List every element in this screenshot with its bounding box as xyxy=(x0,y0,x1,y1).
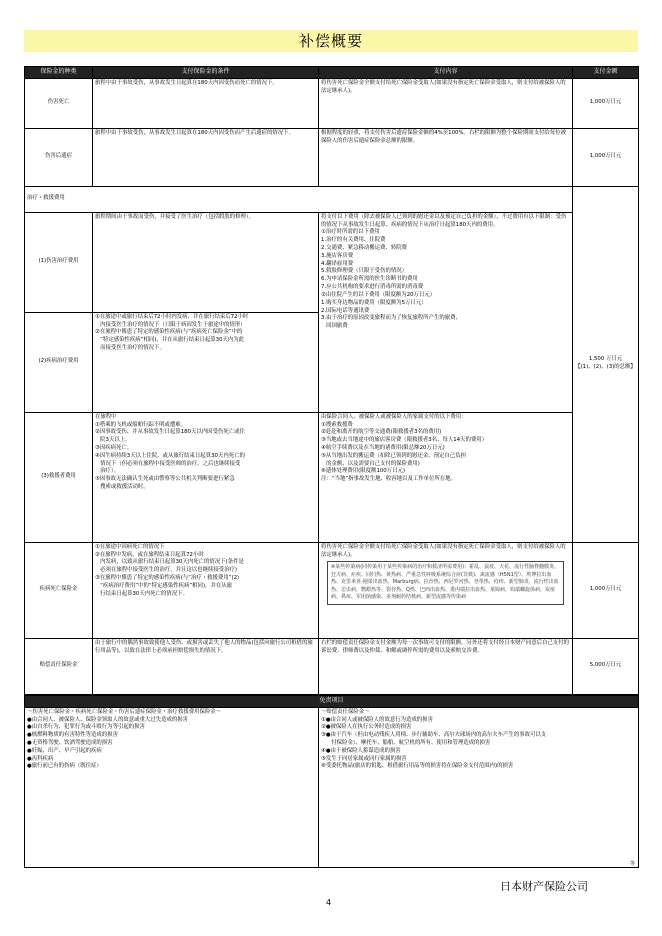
condition-cell xyxy=(93,78,319,128)
page-number: 4 xyxy=(326,898,332,907)
condition-cell xyxy=(93,312,319,412)
text-line: “疾病治疗费用”中的“特定感染性疾病”相同)，并在从旅 xyxy=(95,582,233,589)
text-line: ⑥遗体处理费用(限度额100万日元) xyxy=(321,468,406,475)
text-line: ●由合同人、被保险人、保险金领取人的故意或重大过失造成的损害 xyxy=(27,716,189,723)
text-line: ③因疾病死亡。 xyxy=(95,445,133,451)
text-line: 注：“当地”指事故发生地、收容地以及工作单位所在地。 xyxy=(321,476,456,483)
content-cell xyxy=(319,78,573,128)
text-line: ②因事故受伤、并从事故发生日起算180天以内因受伤死亡或住 xyxy=(95,429,245,436)
content-cell xyxy=(319,128,573,186)
exclusions-header: 免责项目 xyxy=(25,696,639,708)
text-line: 3.由于治疗的原因改变旅程而为了恢复旅程所产生的旅费、 xyxy=(321,315,461,322)
text-line: 6.为申请保险金所需的医生诊断书的费用 xyxy=(321,276,418,283)
text-line: ③在旅程中罹患了特定的感染性疾病(与“治疗・救援费用”(2) xyxy=(95,575,240,581)
exclusions-right-cell xyxy=(319,707,639,867)
text-line: ②赶赴和离开的航空等交通费(限救援者3名的费用) xyxy=(321,429,442,436)
condition-cell xyxy=(93,212,319,312)
company-name: 日本财产保险公司 xyxy=(500,880,588,893)
content-cell xyxy=(319,212,573,412)
text-line: ⑤因事故无法确认生死或由警察等公共机关判断要进行紧急 xyxy=(95,476,235,483)
table-header-row xyxy=(25,67,639,79)
header-category: 保险金的种类 xyxy=(25,67,93,79)
text-line: 旅程期间由于事故而受伤，并接受了医生治疗（包括假肢的修理）。 xyxy=(95,213,255,220)
exclusions-left-title: ～伤害死亡保险金・疾病死亡保险金・伤害后遗症保险金・治疗救援费用保险金～ xyxy=(27,708,222,715)
header-amount: 支付金额 xyxy=(573,67,639,79)
text-line: 在旅程中 xyxy=(95,413,117,420)
text-line: 7.应公共机构的要求进行消毒所需的消毒费 xyxy=(321,284,424,291)
text-line: 将伤害死亡保险金全额支付给死亡保险金受取人(如果没有指定死亡保险金受取人，则支付给被保险人的法定继承人)。 xyxy=(321,543,566,558)
text-line: 内发病，以致从旅行结束日起算30天内死亡的情况下(条件是 xyxy=(95,559,244,566)
section-title: 治疗・救援费用 xyxy=(25,186,573,212)
amount-note: 【(1)、(2)、(3)的总额】 xyxy=(575,364,636,371)
text-line: ①搜索救援费 xyxy=(321,421,353,428)
text-line: ②●被保险人在执行公务时造成的损害 xyxy=(321,724,412,731)
text-line: 1.治疗的有关费用、住院费 xyxy=(321,237,386,244)
text-line: 1.购买身边物品的费用（限度额为5万日元） xyxy=(321,299,427,306)
table-row-injury-death xyxy=(25,78,639,128)
etc-mark: 等 xyxy=(630,861,636,867)
text-line: 旅程中由于事故受伤，从事故发生日起算在180天内因受伤而死亡的情况下。 xyxy=(95,79,278,86)
text-line: ①搭乘的飞机或船舶行踪不明或遭难。 xyxy=(95,421,187,428)
text-line: ③当地或去当地途中的旅店客房费（限救援者3名、每人14天的费用） xyxy=(321,437,488,444)
text-line: ⑤发生于同居家属或同行家属的损害 xyxy=(321,755,407,762)
amount-cell: 1,000万日元 xyxy=(573,542,639,638)
content-cell xyxy=(319,542,573,638)
amount-line: 1,500 万日元 xyxy=(588,356,623,363)
text-line: 3.施店客房费 xyxy=(321,252,354,259)
text-line: 将伤害死亡保险金全额支付给死亡保险金受取人(如果没有指定死亡保险金受取人，则支付给被保险人的法定继承人)。 xyxy=(321,79,566,94)
category-cell: (3)救援者费用 xyxy=(25,412,93,542)
exclusions-right-title: ～赔偿责任保险金～ xyxy=(321,708,370,715)
category-cell: 伤害死亡 xyxy=(25,78,93,128)
text-line: 右栏的赔偿责任保险金支付金额为每一次事故可支付的限额。另外还将支付经日本财产同意后自己支付的诉讼费、律师费以及仲裁、和解或调停所需的费用以及索赔交涉费。 xyxy=(321,639,569,654)
text-line: 由保险合同人、被保险人或被保险人的家属支付的以下费用： xyxy=(321,413,467,420)
header-content: 支付内容 xyxy=(319,67,573,79)
category-cell: 伤害后遗症 xyxy=(25,128,93,186)
text-line: 付保险金）、摩托车、船舶、航空机的所有、使用和管理造成的损害 xyxy=(321,740,491,746)
text-line: ①在旅途中或旅行结束后72小时内发病、并在旅行结束后72小时 xyxy=(95,313,249,320)
page-title: 补偿概要 xyxy=(24,30,638,52)
text-line: ●核燃料物质的有害特性等造成的损害 xyxy=(27,732,118,739)
text-line: ②在旅程中罹患了特定的感染性疾病(与“疾病死亡保险金”中的 xyxy=(95,329,243,336)
coverage-table xyxy=(24,66,639,695)
header-condition: 支付保险金的条件 xyxy=(93,67,319,79)
condition-cell xyxy=(93,128,319,186)
text-line: 回国旅费 xyxy=(321,323,348,330)
category-cell: 疾病死亡保险金 xyxy=(25,542,93,638)
text-line: ●妊娠、出产、早产引起的疾病 xyxy=(27,747,102,754)
text-line: ●旅行前已有的伤病（既往症） xyxy=(27,763,102,770)
text-line: ②在旅程中发病、或在旅程结束日起算72小时 xyxy=(95,551,204,558)
text-line: 2.交通费、紧急移动搬运费、转院费 xyxy=(321,245,408,251)
text-line: ②由住院产生的以下费用（限度额为20万日元） xyxy=(321,291,436,298)
text-line: ①在旅途中因病死亡的情况下 xyxy=(95,543,165,550)
text-line: ③●由于汽车（但由电动残疾人用椅、步行辅助车、高尔夫球场内的高尔夫车产生的事故可以支 xyxy=(321,732,547,739)
category-cell: 赔偿责任保险金 xyxy=(25,638,93,694)
content-cell xyxy=(319,412,573,542)
text-line: 4.翻译雇用费 xyxy=(321,260,354,267)
exclusions-body-row xyxy=(25,707,639,867)
category-cell: (1)伤害治疗费用 xyxy=(25,212,93,312)
text-line: 由于旅行中的偶然事故致使他人受伤、或损害或丢失了他人的物品(包括向旅行公司租借的旅行用品等)，以致在法律上必须承担赔偿损失的情况下。 xyxy=(95,639,313,654)
text-line: 必须在旅程中接受医生的治疗，并且这以也继续接受治疗) xyxy=(95,567,238,574)
text-line: ●由自杀行为、犯罪行为或斗殴行为等引起的损害 xyxy=(27,724,145,731)
text-line: 情况下（但必须在旅程中接受医师的治疗，之后也继续接受 xyxy=(95,460,241,467)
text-line: ⑥受委托物品(旅店的钥匙、租借旅行用品等的损害将在保险金支付范围内)的损害 xyxy=(321,763,514,770)
text-line: 2.国际电话等通讯费 xyxy=(321,307,370,314)
content-cell xyxy=(319,638,573,694)
table-row-illness-death xyxy=(25,542,639,638)
treatment-amount-cell xyxy=(573,186,639,542)
text-line: 的金额、以及需要自己支付的保险费用) xyxy=(321,460,420,467)
text-line: ④航空手续费以及在当地的诸费用(限总额20万日元) xyxy=(321,445,445,451)
text-line: 行结束日起算30天内死亡的情况下。 xyxy=(95,590,188,597)
amount-cell: 5,000万日元 xyxy=(573,638,639,694)
table-row-rescue-cost xyxy=(25,412,639,542)
text-line: ①治疗时所需的以下费用 xyxy=(321,229,380,236)
condition-cell xyxy=(93,542,319,638)
text-line: 内接受医生治疗的情况下（只限于病因发生于旅途中的情形） xyxy=(95,321,246,328)
table-row-injury-aftereffect xyxy=(25,128,639,186)
table-row-liability xyxy=(25,638,639,694)
table-row-injury-treatment xyxy=(25,212,639,312)
category-cell: (2)疾病治疗费用 xyxy=(25,312,93,412)
text-line: ④●由于被保险人蓄谋造成的损害 xyxy=(321,747,401,754)
condition-cell xyxy=(93,638,319,694)
text-line: 旅程中由于事故受伤，从事故发生日起算在180天内因受伤而产生后遗症的情况下。 xyxy=(95,129,294,136)
text-line: ①●由合同人或被保险人的故意行为造成的损害 xyxy=(321,716,433,723)
text-line: 治疗）。 xyxy=(95,468,120,475)
infectious-disease-note: ※某些传染病(同传染用于某些传染病的治疗和救济所需费用)：霍乱、鼠疫、天花、流行性脑脊髓膜炎、狂犬病、疟疾、回归热、黄热病、严重急性呼吸系统综合症(非典)、禽流感（H5N1型）、埃博拉出血热、克里米亚-刚果出血热、Marburg病、拉沙热、西尼罗河热、登革热、痘疹、新型肺炎、流行性出血热、恙虫病、鹦鹉热等、裂谷热、Q热、巴西出血热、委内瑞拉出血热、莱姆病、钩端螺旋体病、炭疽病、鼻疽、军团菌感染、多剂耐药结核病、新型流感等传染病 xyxy=(327,561,564,605)
text-line: 搜索或救援活动时。 xyxy=(95,484,149,491)
exclusions-table xyxy=(24,695,639,868)
exclusions-header-row xyxy=(25,696,639,708)
text-line: ●齿科疾病 xyxy=(27,755,54,762)
amount-cell: 1,000万日元 xyxy=(573,128,639,186)
section-row xyxy=(25,186,639,212)
text-line: 将支付以下费用（除去被保险人已领到的慰还金以及预定自己负担的金额），不过费用有以下限制：受伤的情况下从事故发生日起算、疾病的情况下从治疗日起算180天内的费用。 xyxy=(321,213,567,228)
text-line: ④因生病持续3天以上住院、或从旅行结束日起算30天内死亡的 xyxy=(95,452,245,459)
text-line: 根据程度的轻重，将支付伤害后遗症保险金额的4%至100%。右栏的限额为整个保险期间支付给每位被保险人的伤害后遗症保险金总额的限额。 xyxy=(321,129,566,144)
amount-cell: 1,000万日元 xyxy=(573,78,639,128)
exclusions-left-cell xyxy=(25,707,319,867)
text-line: 院3天以上。 xyxy=(95,437,131,444)
text-line: “特定感染性疾病”相同)，并在从旅行结束日起算30天内为此 xyxy=(95,337,245,344)
text-line: ●无资格驾驶、饮酒驾驶造成的损害 xyxy=(27,740,113,746)
text-line: ⑤从当地出发的搬运费（扣除已领到的慰还金、预定自己负担 xyxy=(321,452,466,459)
text-line: 而接受医生治疗的情况下。 xyxy=(95,345,165,351)
text-line: 5.假肢修理费（只限于受伤的情况） xyxy=(321,268,408,275)
condition-cell xyxy=(93,412,319,542)
